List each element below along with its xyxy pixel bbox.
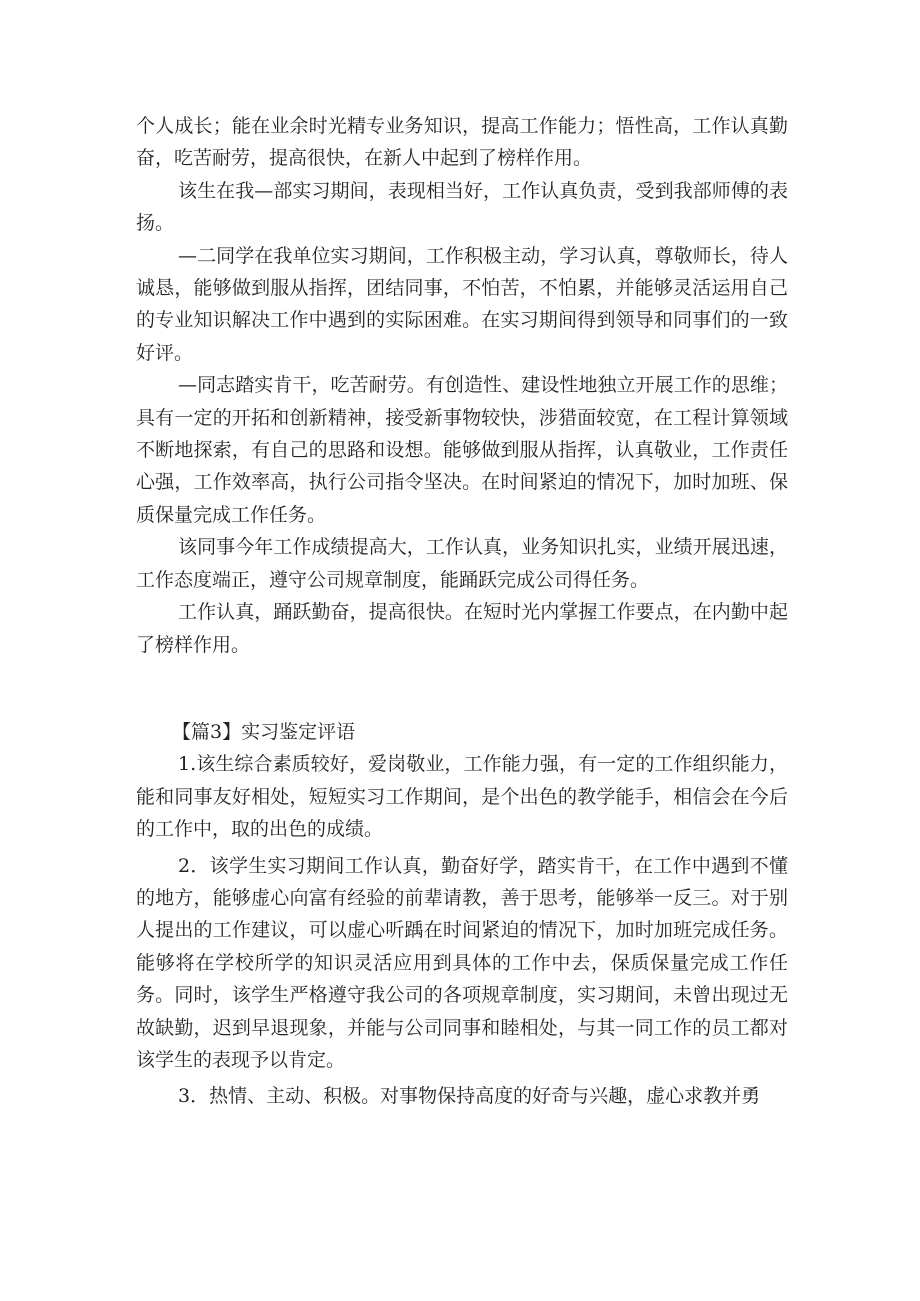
section-heading: 【篇3】实习鉴定评语: [172, 720, 356, 743]
paragraph: —同志踏实肯干，吃苦耐劳。有创造性、建设性地独立开展工作的思维；具有一定的开拓和创新精神，接受新事物较快，涉猎面较宽，在工程计算领域不断地探索，有自己的思路和设想。能够做到服从指挥，认真敬业，工作责任心强，工作效率高，执行公司指令坚决。在时间紧迫的情况下，加时加班、保质保量完成工作任务。: [136, 374, 788, 526]
paragraph: —二同学在我单位实习期间，工作积极主动，学习认真，尊敬师长，待人诚恳，能够做到服从指挥，团结同事，不怕苦，不怕累，并能够灵活运用自己的专业知识解决工作中遇到的实际困难。在实习期间得到领导和同事们的一致好评。: [136, 244, 788, 364]
list-item: 2．该学生实习期间工作认真，勤奋好学，踏实肯干，在工作中遇到不懂的地方，能够虚心向富有经验的前辈请教，善于思考，能够举一反三。对于别人提出的工作建议，可以虚心听踽在时间紧迫的情况下，加时加班完成任务。能够将在学校所学的知识灵活应用到具体的工作中去，保质保量完成工作任务。同时，该学生严格遵守我公司的各项规章制度，实习期间，未曾出现过无故缺勤，迟到早退现象，并能与公司同事和睦相处，与其一同工作的员工都对该学生的表现予以肯定。: [136, 854, 788, 1071]
paragraph-continued: 个人成长；能在业余时光精专业务知识，提高工作能力；悟性高，工作认真勤奋，吃苦耐劳，提高很快，在新人中起到了榜样作用。: [136, 115, 788, 170]
list-item: 1.该生综合素质较好，爱岗敬业，工作能力强，有一定的工作组织能力，能和同事友好相处，短短实习工作期间，是个出色的教学能手，相信会在今后的工作中，取的出色的成绩。: [136, 753, 788, 841]
paragraph: 该生在我—部实习期间，表现相当好，工作认真负责，受到我部师傅的表扬。: [136, 179, 788, 235]
section-spacer: [136, 661, 788, 716]
paragraph: 该同事今年工作成绩提高大，工作认真，业务知识扎实，业绩开展迅速，工作态度端正，遵守公司规章制度，能踊跃完成公司得任务。: [136, 536, 788, 591]
paragraph: 工作认真，踊跃勤奋，提高很快。在短时光内掌握工作要点，在内勤中起了榜样作用。: [136, 601, 788, 656]
document-page: [136, 110, 788, 1113]
list-item: 3．热情、主动、积极。对事物保持高度的好奇与兴趣，虚心求教并勇: [178, 1085, 761, 1108]
